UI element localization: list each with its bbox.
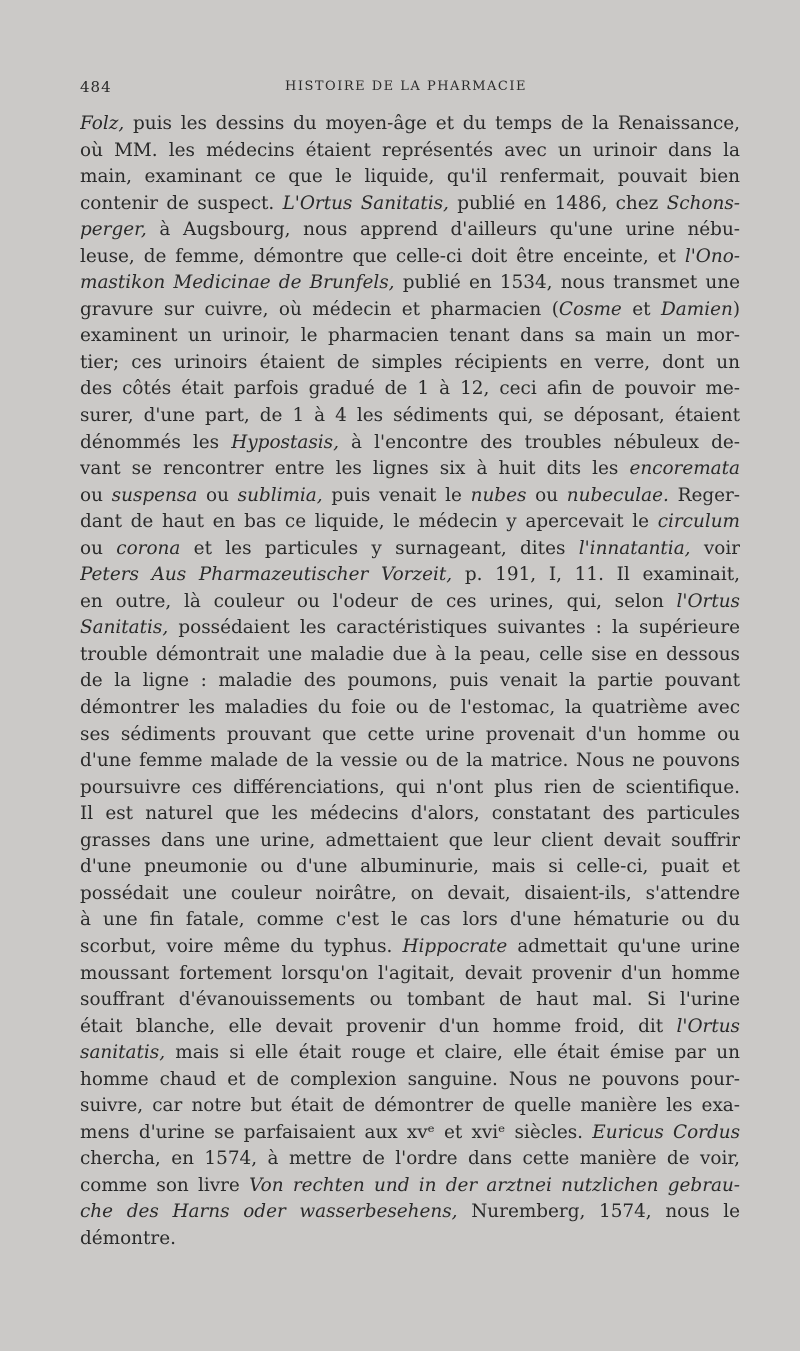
italic-text: l'Ortus	[676, 1015, 740, 1037]
italic-text: Sanitatis,	[80, 617, 169, 639]
text-span: Il est naturel que les médecins d'alors, constatant des particules	[80, 803, 740, 825]
text-span: )	[732, 298, 740, 320]
text-line	[80, 722, 740, 749]
running-title: HISTOIRE DE LA PHARMACIE	[285, 79, 527, 94]
italic-text: Von rechten und in der arztnei nutzlichen gebrau-	[249, 1174, 740, 1196]
text-line	[80, 1040, 740, 1067]
text-line	[80, 376, 740, 403]
text-span: puis venait le	[322, 484, 471, 506]
text-line	[80, 138, 740, 165]
text-span: possédaient les caractéristiques suivantes : la supérieure	[168, 617, 740, 639]
italic-text: Peters Aus Pharmazeutischer Vorzeit,	[80, 564, 453, 586]
text-line	[80, 668, 740, 695]
text-line	[80, 1120, 740, 1147]
text-span: comme son livre	[80, 1174, 250, 1196]
text-span: trouble démontrait une maladie due à la peau, celle sise en dessous	[80, 643, 740, 665]
text-line	[80, 1226, 740, 1253]
text-span: chercha, en 1574, à mettre de l'ordre dans cette manière de voir,	[80, 1148, 740, 1170]
text-span: vant se rencontrer entre les lignes six à huit dits les	[80, 458, 630, 480]
text-line	[80, 854, 740, 881]
text-span: Reger-	[668, 484, 740, 506]
page-number: 484	[80, 78, 112, 96]
text-line	[80, 1173, 740, 1200]
text-span: était blanche, elle devait provenir d'un homme froid, dit	[80, 1015, 677, 1037]
text-line	[80, 456, 740, 483]
running-head	[80, 78, 740, 100]
text-span: admettait qu'une urine	[507, 935, 740, 957]
text-line	[80, 1093, 740, 1120]
text-line	[80, 934, 740, 961]
text-line	[80, 430, 740, 457]
text-line	[80, 217, 740, 244]
text-line	[80, 536, 740, 563]
text-span: souffrant d'évanouissements ou tombant de haut mal. Si l'urine	[80, 989, 740, 1011]
italic-text: nubes	[470, 484, 527, 506]
italic-text: L'Ortus Sanitatis,	[282, 192, 449, 214]
text-span: et	[621, 298, 662, 320]
text-line	[80, 881, 740, 908]
text-line	[80, 403, 740, 430]
text-span: possédait une couleur noirâtre, on devait, disaient-ils, s'attendre	[80, 882, 740, 904]
italic-text: Hippocrate	[402, 935, 508, 957]
text-span: grasses dans une urine, admettaient que leur client devait souffrir	[80, 829, 740, 851]
text-span: ou	[197, 484, 238, 506]
text-line	[80, 615, 740, 642]
text-span: moussant fortement lorsqu'on l'agitait, devait provenir d'un homme	[80, 962, 740, 984]
text-span: mens d'urine se parfaisaient aux xvᵉ et xviᵉ siècles.	[80, 1121, 593, 1143]
text-span: d'une femme malade de la vessie ou de la matrice. Nous ne pouvons	[80, 750, 740, 772]
text-span: scorbut, voire même du typhus.	[80, 935, 403, 957]
text-line	[80, 509, 740, 536]
text-span: et les particules y surnageant, dites	[180, 537, 579, 559]
text-span: publié en 1486, chez	[448, 192, 667, 214]
text-span: à l'encontre des troubles nébuleux de-	[338, 431, 740, 453]
text-span: p. 191, I, 11. Il examinait,	[452, 564, 740, 586]
text-line	[80, 961, 740, 988]
text-span: puis les dessins du moyen-âge et du temps de la Renaissance,	[124, 113, 740, 134]
italic-text: sanitatis,	[80, 1042, 166, 1064]
text-span: de la ligne : maladie des poumons, puis venait la partie pouvant	[80, 670, 740, 692]
text-span: suivre, car notre but était de démontrer de quelle manière les exa-	[80, 1095, 740, 1117]
text-line	[80, 323, 740, 350]
text-line	[80, 1146, 740, 1173]
text-line	[80, 562, 740, 589]
italic-text: l'Ono-	[684, 245, 740, 267]
italic-text: l'Ortus	[676, 590, 740, 612]
italic-text: perger,	[80, 219, 147, 241]
text-span: des côtés était parfois gradué de 1 à 12, ceci afin de pouvoir me-	[80, 378, 740, 400]
italic-text: corona	[116, 537, 181, 559]
italic-text: che des Harns oder wasserbesehens,	[80, 1201, 458, 1223]
text-span: poursuivre ces différenciations, qui n'ont plus rien de scientifique.	[80, 776, 740, 798]
italic-text: circulum	[657, 511, 740, 533]
text-span: en outre, là couleur ou l'odeur de ces urines, qui, selon	[80, 590, 677, 612]
italic-text: Folz,	[80, 113, 125, 134]
italic-text: mastikon Medicinae de Brunfels,	[80, 272, 395, 294]
text-span: surer, d'une part, de 1 à 4 les sédiments qui, se déposant, étaient	[80, 405, 740, 427]
text-span: ou	[526, 484, 567, 506]
text-span: dant de haut en bas ce liquide, le médecin y apercevait le	[80, 511, 658, 533]
text-line	[80, 589, 740, 616]
text-span: homme chaud et de complexion sanguine. Nous ne pouvons pour-	[80, 1068, 740, 1090]
text-span: dénommés les	[80, 431, 232, 453]
italic-text: Euricus Cordus	[592, 1121, 740, 1143]
italic-text: sublimia,	[237, 484, 323, 506]
text-span: examinent un urinoir, le pharmacien tenant dans sa main un mor-	[80, 325, 740, 347]
text-span: démontrer les maladies du foie ou de l'estomac, la quatrième avec	[80, 697, 740, 719]
italic-text: Cosme	[558, 298, 622, 320]
text-line	[80, 801, 740, 828]
text-span: gravure sur cuivre, où médecin et pharmacien (	[80, 298, 559, 320]
italic-text: Damien	[661, 298, 733, 320]
text-line	[80, 907, 740, 934]
text-span: voir	[690, 537, 740, 559]
italic-text: Schons-	[666, 192, 740, 214]
text-line	[80, 297, 740, 324]
text-span: à une fin fatale, comme c'est le cas lors d'une hématurie ou du	[80, 909, 740, 931]
italic-text: encoremata	[629, 458, 740, 480]
text-line	[80, 483, 740, 510]
text-span: d'une pneumonie ou d'une albuminurie, mais si celle-ci, puait et	[80, 856, 740, 878]
text-line	[80, 642, 740, 669]
text-line	[80, 111, 740, 138]
text-span: main, examinant ce que le liquide, qu'il renfermait, pouvait bien	[80, 166, 740, 188]
text-line	[80, 987, 740, 1014]
italic-text: suspensa	[111, 484, 198, 506]
body-text	[80, 111, 740, 1253]
text-span: tier; ces urinoirs étaient de simples récipients en verre, dont un	[80, 351, 740, 373]
text-line	[80, 748, 740, 775]
text-span: contenir de suspect.	[80, 192, 283, 214]
text-line	[80, 191, 740, 218]
text-line	[80, 1014, 740, 1041]
text-line	[80, 244, 740, 271]
text-span: ou	[80, 537, 117, 559]
text-line	[80, 164, 740, 191]
text-line	[80, 1067, 740, 1094]
text-line	[80, 828, 740, 855]
text-span: où MM. les médecins étaient représentés avec un urinoir dans la	[80, 139, 740, 161]
text-line	[80, 775, 740, 802]
text-line	[80, 1199, 740, 1226]
text-span: Nuremberg, 1574, nous le	[457, 1201, 740, 1223]
italic-text: nubeculae.	[566, 484, 669, 506]
text-line	[80, 350, 740, 377]
text-span: leuse, de femme, démontre que celle-ci doit être enceinte, et	[80, 245, 685, 267]
text-span: publié en 1534, nous transmet une	[394, 272, 740, 294]
text-line	[80, 695, 740, 722]
italic-text: l'innatantia,	[578, 537, 691, 559]
italic-text: Hypostasis,	[231, 431, 339, 453]
text-span: ses sédiments prouvant que cette urine provenait d'un homme ou	[80, 723, 740, 745]
text-line	[80, 270, 740, 297]
text-span: démontre.	[80, 1227, 176, 1249]
text-span: mais si elle était rouge et claire, elle était émise par un	[165, 1042, 740, 1064]
text-span: à Augsbourg, nous apprend d'ailleurs qu'une urine nébu-	[146, 219, 740, 241]
text-span: ou	[80, 484, 112, 506]
